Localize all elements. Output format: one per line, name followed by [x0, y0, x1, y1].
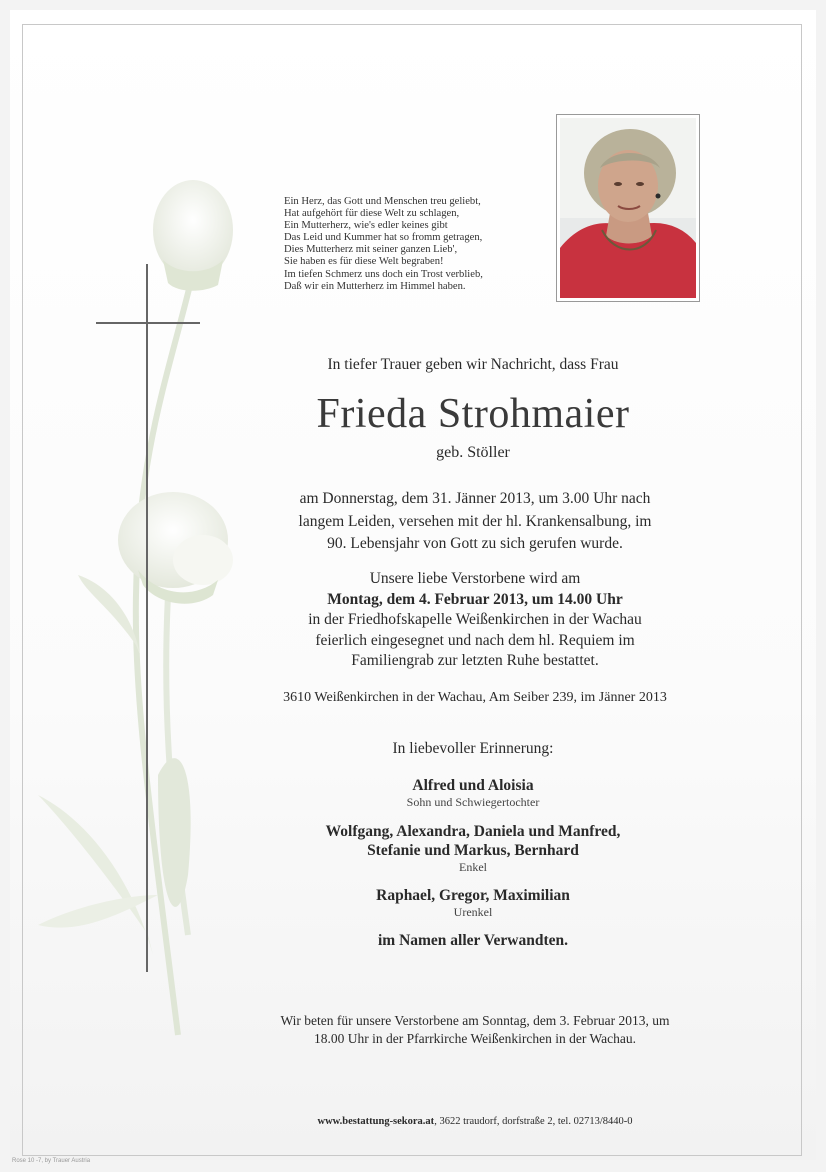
contact-info: , 3622 traudorf, dorfstraße 2, tel. 02713/8440-0 — [434, 1116, 633, 1127]
poem-line: Hat aufgehört für diese Welt zu schlagen, — [284, 208, 460, 220]
funeral-line: Familiengrab zur letzten Ruhe bestattet. — [351, 652, 599, 669]
image-credit: Rose 10 -7, by Trauer Austria — [12, 1158, 91, 1164]
funeral-info — [230, 569, 720, 672]
details-line: 90. Lebensjahr von Gott zu sich gerufen wurde. — [327, 535, 623, 552]
family-names: Raphael, Gregor, Maximilian — [376, 887, 570, 904]
website-link[interactable]: www.bestattung-sekora.at — [317, 1116, 435, 1127]
cross-vertical-bar — [146, 264, 148, 972]
funeral-line: feierlich eingesegnet und nach dem hl. Requiem im — [315, 631, 635, 649]
mass-info — [230, 1012, 720, 1048]
portrait-photo — [556, 114, 700, 302]
family-role: Urenkel — [453, 905, 493, 919]
poem-line: Dies Mutterherz mit seiner ganzen Lieb', — [284, 244, 458, 256]
poem — [284, 196, 554, 293]
closing-line: im Namen aller Verwandten. — [377, 932, 568, 949]
cross-horizontal-bar — [96, 322, 200, 324]
family-group — [200, 822, 746, 874]
white-rose-illustration — [18, 175, 258, 1055]
address-line: 3610 Weißenkirchen in der Wachau, Am Seiber 239, im Jänner 2013 — [283, 690, 667, 705]
mass-line: Wir beten für unsere Verstorbene am Sonntag, dem 3. Februar 2013, um — [280, 1013, 670, 1028]
death-details — [230, 488, 720, 556]
family-group — [200, 886, 746, 919]
funeral-line: Unsere liebe Verstorbene wird am — [369, 570, 581, 587]
memory-heading: In liebevoller Erinnerung: — [392, 740, 554, 757]
family-names: Stefanie und Markus, Bernhard — [367, 842, 579, 859]
poem-line: Ein Mutterherz, wie's edler keines gibt — [284, 220, 448, 232]
family-role: Enkel — [459, 860, 487, 874]
family-role: Sohn und Schwiegertochter — [406, 795, 540, 809]
intro-text: In tiefer Trauer geben wir Nachricht, dass Frau — [327, 356, 619, 373]
poem-line: Im tiefen Schmerz uns doch ein Trost verblieb, — [284, 268, 483, 280]
details-line: langem Leiden, versehen mit der hl. Krankensalbung, im — [298, 512, 652, 530]
details-line: am Donnerstag, dem 31. Jänner 2013, um 3.00 Uhr nach — [299, 490, 651, 507]
poem-line: Ein Herz, das Gott und Menschen treu geliebt, — [284, 196, 481, 207]
portrait-illustration — [560, 118, 696, 298]
family-names: Alfred und Aloisia — [412, 777, 534, 794]
maiden-name: geb. Stöller — [436, 444, 510, 461]
funeral-line: in der Friedhofskapelle Weißenkirchen in der Wachau — [308, 611, 642, 628]
mass-line: 18.00 Uhr in der Pfarrkirche Weißenkirchen in der Wachau. — [314, 1031, 636, 1046]
footer — [270, 1116, 680, 1127]
poem-line: Sie haben es für diese Welt begraben! — [284, 256, 444, 268]
poem-line: Das Leid und Kummer hat so fromm getragen, — [284, 232, 483, 244]
deceased-name: Frieda Strohmaier — [316, 391, 630, 437]
family-group — [200, 776, 746, 809]
family-names: Wolfgang, Alexandra, Daniela und Manfred, — [325, 823, 621, 840]
funeral-date: Montag, dem 4. Februar 2013, um 14.00 Uhr — [327, 590, 623, 608]
poem-line: Daß wir ein Mutterherz im Himmel haben. — [284, 280, 466, 292]
